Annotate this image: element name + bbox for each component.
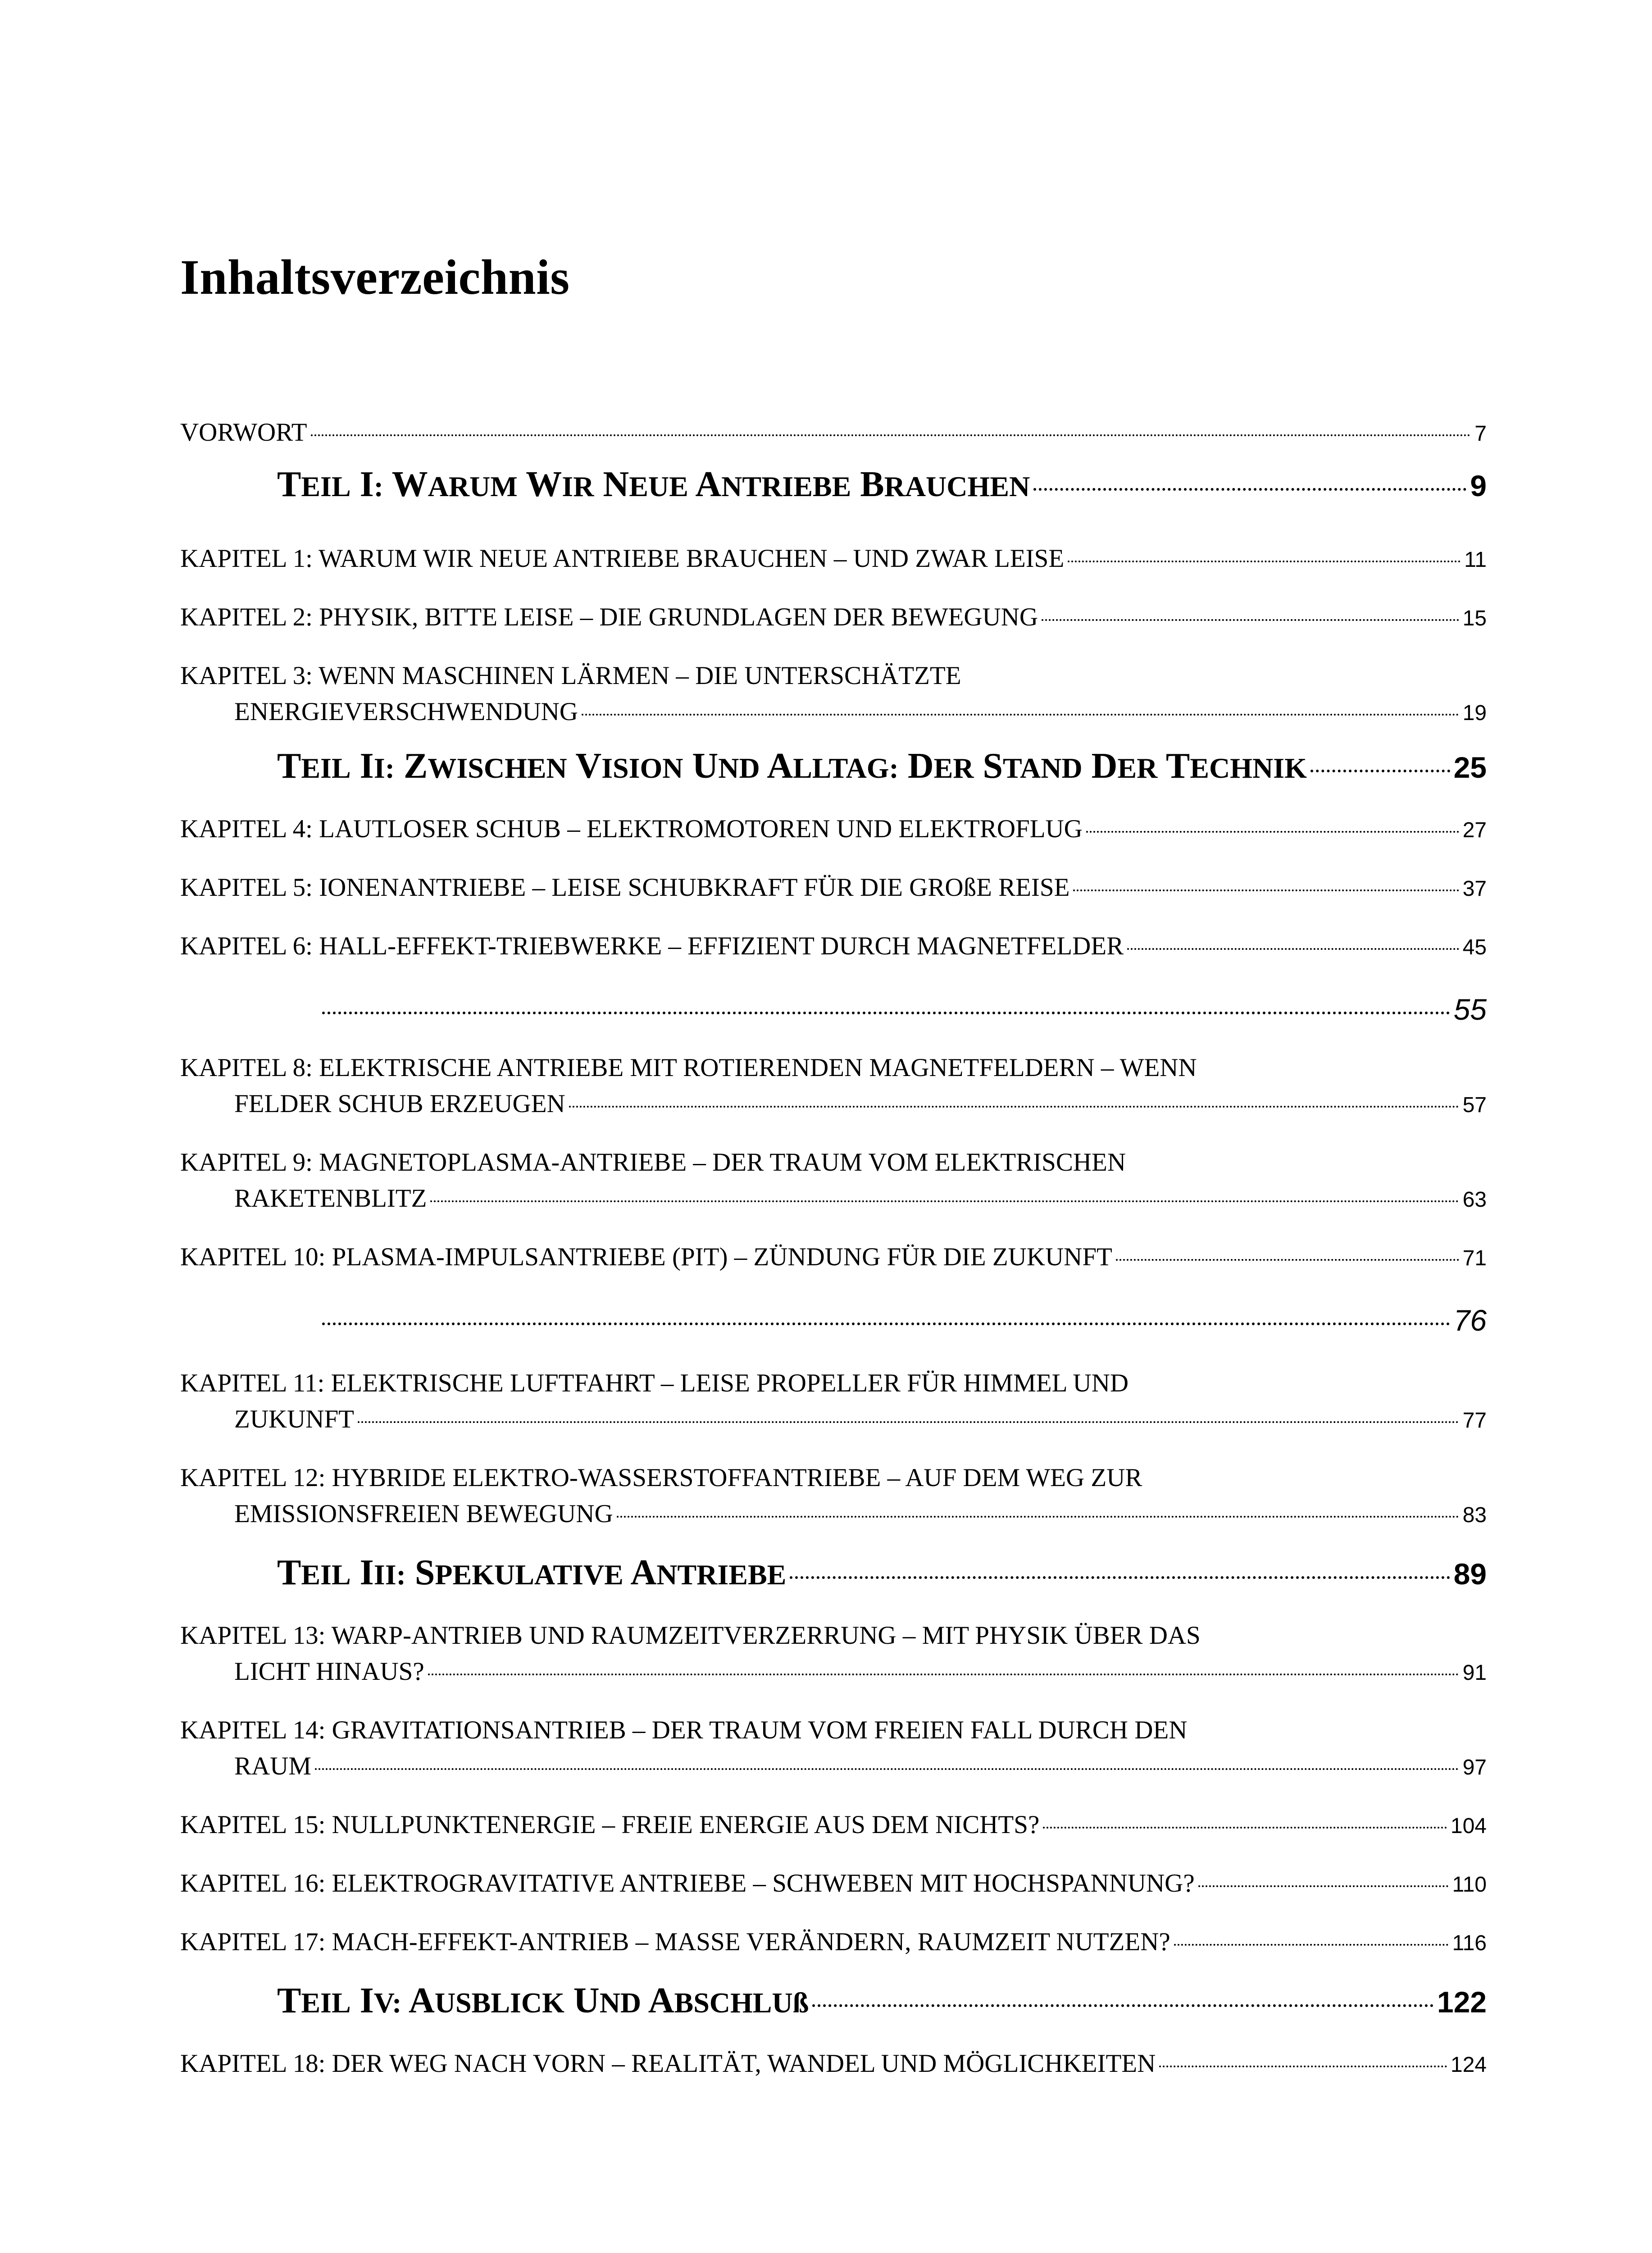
- dot-leader: [790, 1576, 1450, 1579]
- toc-chapter-entry[interactable]: [180, 811, 1487, 848]
- toc-part-entry[interactable]: [180, 1983, 1487, 2021]
- toc-part-title: TEIL II: ZWISCHEN VISION UND ALLTAG: DER STAND DER TECHNIK: [277, 746, 1307, 786]
- toc-chapter-title: ZUKUNFT: [234, 1405, 354, 1433]
- dot-leader: [582, 714, 1459, 716]
- toc-chapter-title: KAPITEL 14: GRAVITATIONSANTRIEB – DER TRAUM VOM FREIEN FALL DURCH DEN: [180, 1716, 1188, 1744]
- toc-chapter-entry[interactable]: [180, 1618, 1487, 1691]
- page-number: 83: [1462, 1503, 1487, 1527]
- dot-leader: [569, 1106, 1459, 1108]
- dot-leader: [358, 1421, 1459, 1423]
- toc-chapter-entry[interactable]: [180, 541, 1487, 578]
- dot-leader: [315, 1768, 1459, 1770]
- toc-part-entry[interactable]: [180, 466, 1487, 505]
- toc-chapter-title: KAPITEL 1: WARUM WIR NEUE ANTRIEBE BRAUCHEN – UND ZWAR LEISE: [180, 544, 1065, 573]
- toc-chapter-entry[interactable]: [180, 599, 1487, 637]
- toc-chapter-entry[interactable]: [180, 415, 1487, 452]
- page-number: 11: [1464, 548, 1487, 572]
- toc-chapter-entry[interactable]: [180, 1712, 1487, 1786]
- toc-chapter-title: RAKETENBLITZ: [234, 1184, 427, 1213]
- toc-chapter-title: KAPITEL 9: MAGNETOPLASMA-ANTRIEBE – DER TRAUM VOM ELEKTRISCHEN: [180, 1148, 1126, 1177]
- toc-chapter-title: KAPITEL 10: PLASMA-IMPULSANTRIEBE (PIT) – ZÜNDUNG FÜR DIE ZUKUNFT: [180, 1243, 1112, 1271]
- toc-chapter-entry[interactable]: [180, 870, 1487, 907]
- toc-empty-entry[interactable]: [180, 1302, 1487, 1338]
- page-number: 71: [1462, 1246, 1487, 1270]
- toc-part-heading: ZWISCHEN VISION UND ALLTAG: DER STAND DER TECHNIK: [404, 746, 1307, 786]
- dot-leader: [1311, 770, 1450, 772]
- toc-chapter-title: KAPITEL 2: PHYSIK, BITTE LEISE – DIE GRUNDLAGEN DER BEWEGUNG: [180, 603, 1038, 631]
- dot-leader: [1174, 1944, 1449, 1946]
- page-number: 89: [1453, 1557, 1487, 1591]
- toc-chapter-entry[interactable]: [180, 1050, 1487, 1123]
- dot-leader: [1198, 1885, 1449, 1887]
- toc-empty-entry[interactable]: [180, 991, 1487, 1027]
- toc-chapter-entry[interactable]: [180, 1145, 1487, 1218]
- toc-chapter-entry[interactable]: [180, 1460, 1487, 1533]
- page-number: 15: [1462, 607, 1487, 630]
- dot-leader: [1116, 1259, 1459, 1261]
- page-number: 91: [1462, 1661, 1487, 1685]
- page-number: 9: [1470, 469, 1487, 502]
- toc-part-title: TEIL I: WARUM WIR NEUE ANTRIEBE BRAUCHEN: [277, 465, 1030, 504]
- dot-leader: [1068, 561, 1461, 562]
- toc-chapter-title: KAPITEL 11: ELEKTRISCHE LUFTFAHRT – LEISE PROPELLER FÜR HIMMEL UND: [180, 1369, 1129, 1397]
- page-title: Inhaltsverzeichnis: [180, 250, 570, 305]
- dot-leader: [1086, 831, 1459, 833]
- page-number: 104: [1450, 1814, 1487, 1838]
- dot-leader: [1127, 948, 1459, 950]
- toc-part-title: TEIL IV: AUSBLICK UND ABSCHLUß: [277, 1981, 809, 2020]
- toc-chapter-entry[interactable]: [180, 1239, 1487, 1277]
- toc-chapter-title: LICHT HINAUS?: [234, 1657, 424, 1686]
- page-number: 57: [1462, 1093, 1487, 1117]
- toc-chapter-title: KAPITEL 6: HALL-EFFEKT-TRIEBWERKE – EFFIZIENT DURCH MAGNETFELDER: [180, 932, 1124, 960]
- toc-chapter-title: KAPITEL 13: WARP-ANTRIEB UND RAUMZEITVERZERRUNG – MIT PHYSIK ÜBER DAS: [180, 1621, 1201, 1650]
- toc-chapter-title: KAPITEL 15: NULLPUNKTENERGIE – FREIE ENERGIE AUS DEM NICHTS?: [180, 1811, 1040, 1839]
- dot-leader: [322, 1323, 1450, 1325]
- toc-chapter-entry[interactable]: [180, 1924, 1487, 1961]
- toc-chapter-title: KAPITEL 16: ELEKTROGRAVITATIVE ANTRIEBE – SCHWEBEN MIT HOCHSPANNUNG?: [180, 1869, 1195, 1897]
- toc-chapter-title: ENERGIEVERSCHWENDUNG: [234, 698, 578, 726]
- toc-chapter-entry[interactable]: [180, 1865, 1487, 1903]
- toc-part-heading: AUSBLICK UND ABSCHLUß: [409, 1981, 809, 2020]
- toc-chapter-entry[interactable]: [180, 2046, 1487, 2083]
- page-number: 124: [1450, 2053, 1487, 2077]
- toc-chapter-title: FELDER SCHUB ERZEUGEN: [234, 1090, 565, 1118]
- page-number: 45: [1462, 935, 1487, 959]
- toc-chapter-entry[interactable]: [180, 658, 1487, 731]
- toc-chapter-title: KAPITEL 5: IONENANTRIEBE – LEISE SCHUBKRAFT FÜR DIE GROßE REISE: [180, 873, 1070, 902]
- page-number: 122: [1437, 1985, 1487, 2019]
- dot-leader: [1043, 1827, 1447, 1829]
- toc-part-heading: WARUM WIR NEUE ANTRIEBE BRAUCHEN: [391, 465, 1030, 504]
- toc-chapter-title: VORWORT: [180, 418, 307, 447]
- toc-chapter-title: KAPITEL 4: LAUTLOSER SCHUB – ELEKTROMOTOREN UND ELEKTROFLUG: [180, 815, 1083, 843]
- toc-part-entry[interactable]: [180, 1555, 1487, 1593]
- toc-chapter-title: KAPITEL 18: DER WEG NACH VORN – REALITÄT, WANDEL UND MÖGLICHKEITEN: [180, 2049, 1156, 2078]
- toc-part-title: TEIL III: SPEKULATIVE ANTRIEBE: [277, 1553, 787, 1592]
- dot-leader: [1073, 889, 1459, 891]
- page-number: 97: [1462, 1756, 1487, 1779]
- dot-leader: [1042, 619, 1459, 621]
- page-number: 116: [1452, 1931, 1487, 1955]
- toc-chapter-title: EMISSIONSFREIEN BEWEGUNG: [234, 1500, 613, 1528]
- page-number: 19: [1462, 701, 1487, 725]
- toc-chapter-entry[interactable]: [180, 1807, 1487, 1844]
- page-number: 25: [1453, 751, 1487, 784]
- toc-chapter-title: KAPITEL 8: ELEKTRISCHE ANTRIEBE MIT ROTIERENDEN MAGNETFELDERN – WENN: [180, 1054, 1197, 1082]
- toc-chapter-entry[interactable]: [180, 928, 1487, 966]
- page-number: 76: [1453, 1304, 1487, 1337]
- toc-chapter-entry[interactable]: [180, 1365, 1487, 1439]
- page-number: 37: [1462, 877, 1487, 901]
- dot-leader: [311, 434, 1471, 436]
- dot-leader: [1033, 488, 1466, 491]
- page-number: 63: [1462, 1188, 1487, 1212]
- dot-leader: [322, 1012, 1450, 1014]
- toc-chapter-title: RAUM: [234, 1752, 312, 1780]
- dot-leader: [617, 1516, 1459, 1518]
- page-number: 110: [1452, 1873, 1487, 1897]
- toc-chapter-title: KAPITEL 17: MACH-EFFEKT-ANTRIEB – MASSE VERÄNDERN, RAUMZEIT NUTZEN?: [180, 1928, 1170, 1956]
- toc-chapter-title: KAPITEL 12: HYBRIDE ELEKTRO-WASSERSTOFFANTRIEBE – AUF DEM WEG ZUR: [180, 1464, 1142, 1492]
- page-number: 7: [1475, 422, 1487, 446]
- toc-chapter-title: KAPITEL 3: WENN MASCHINEN LÄRMEN – DIE UNTERSCHÄTZTE: [180, 661, 961, 690]
- page-number: 55: [1453, 993, 1487, 1026]
- toc-part-entry[interactable]: [180, 748, 1487, 786]
- page-number: 27: [1462, 818, 1487, 842]
- dot-leader: [430, 1200, 1459, 1202]
- toc-part-heading: SPEKULATIVE ANTRIEBE: [414, 1553, 787, 1592]
- page-number: 77: [1462, 1409, 1487, 1432]
- dot-leader: [1159, 2066, 1447, 2067]
- dot-leader: [812, 2004, 1434, 2007]
- dot-leader: [428, 1674, 1459, 1675]
